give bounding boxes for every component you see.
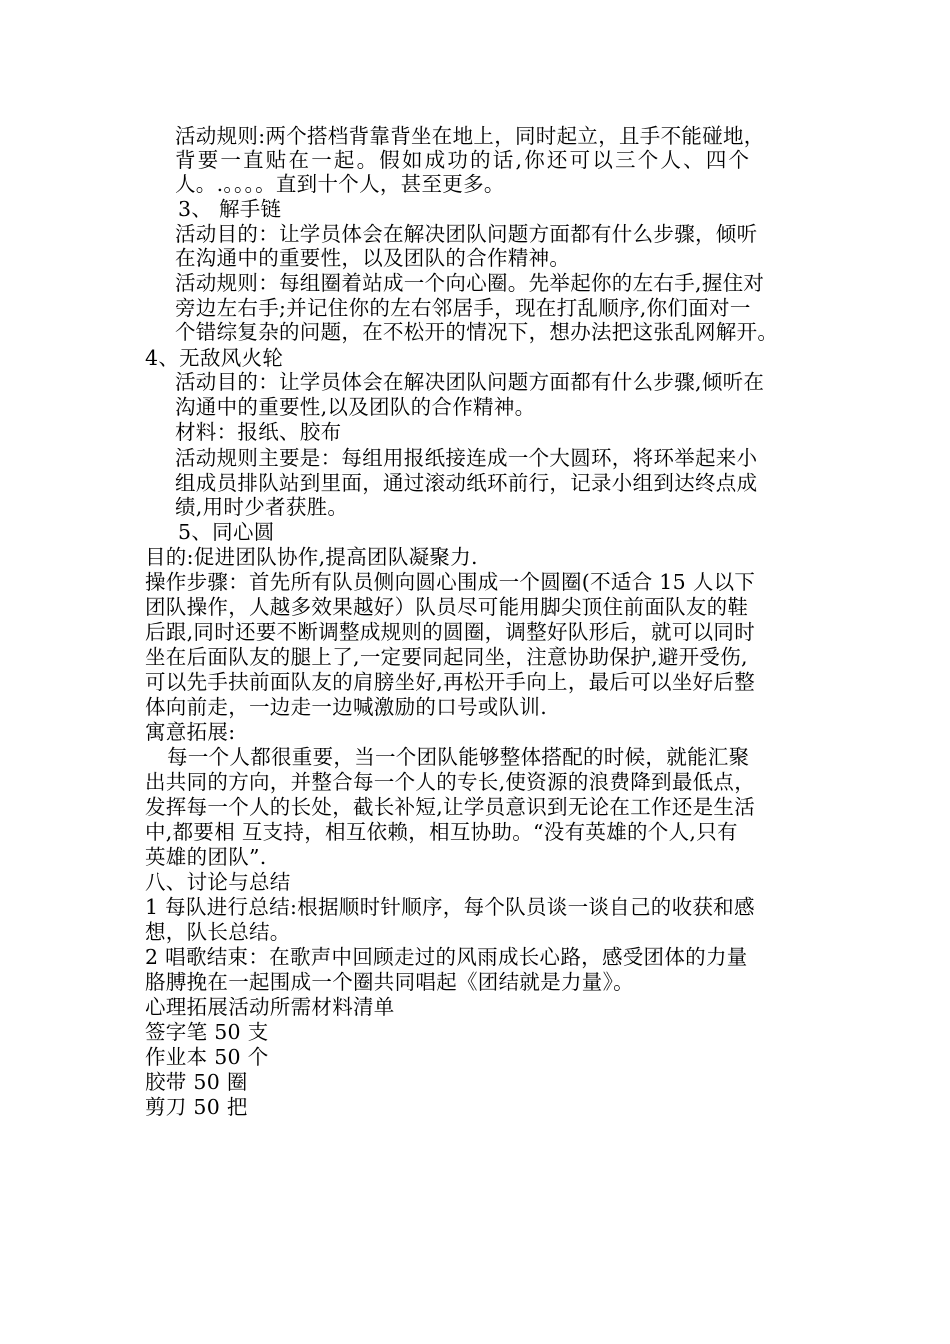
section-heading-8: 八、讨论与总结: [145, 870, 291, 894]
section-heading-3: 3、 解手链: [178, 197, 282, 221]
text-line-8: 旁边左右手;并记住你的左右邻居手，现在打乱顺序,你们面对一: [175, 296, 751, 320]
materials-item: 剪刀 50 把: [145, 1095, 248, 1119]
materials-item: 签字笔 50 支: [145, 1020, 269, 1044]
text-line-27: 出共同的方向，并整合每一个人的专长,使资源的浪费降到最低点，: [145, 770, 756, 794]
text-line-13: 材料：报纸、胶布: [175, 420, 342, 444]
text-line-16: 绩,用时少者获胜。: [175, 495, 349, 519]
text-line-35: 胳膊挽在一起围成一个圈共同唱起《团结就是力量》。: [145, 970, 634, 994]
text-line-34: 2 唱歌结束：在歌声中回顾走过的风雨成长心路，感受团体的力量: [145, 945, 748, 969]
text-line-23: 可以先手扶前面队友的肩膀坐好,再松开手向上，最后可以坐好后整: [145, 670, 756, 694]
text-line-1: 活动规则:两个搭档背靠背坐在地上，同时起立，且手不能碰地，: [175, 124, 765, 148]
text-line-9: 个错综复杂的问题，在不松开的情况下，想办法把这张乱网解开。: [175, 320, 779, 344]
text-line-24: 体向前走，一边走一边喊激励的口号或队训.: [145, 695, 548, 719]
text-line-20: 团队操作，人越多效果越好）队员尽可能用脚尖顶住前面队友的鞋: [145, 595, 749, 619]
text-line-7: 活动规则：每组圈着站成一个向心圈。先举起你的左右手,握住对: [175, 271, 765, 295]
text-line-28: 发挥每一个人的长处，截长补短,让学员意识到无论在工作还是生活: [145, 795, 756, 819]
section-heading-5: 5、同心圆: [178, 520, 275, 544]
text-line-15: 组成员排队站到里面，通过滚动纸环前行，记录小组到达终点成: [175, 471, 758, 495]
text-line-19: 操作步骤：首先所有队员侧向圆心围成一个圆圈(不适合 15 人以下: [145, 570, 756, 594]
materials-list-title: 心理拓展活动所需材料清单: [145, 995, 395, 1019]
text-line-30: 英雄的团队”.: [145, 845, 267, 869]
section-heading-4: 4、无敌风火轮: [145, 346, 284, 370]
text-line-12: 沟通中的重要性,以及团队的合作精神。: [175, 395, 536, 419]
materials-item: 作业本 50 个: [145, 1045, 269, 1069]
text-line-22: 坐在后面队友的腿上了,一定要同起同坐，注意协助保护,避开受伤,: [145, 645, 748, 669]
text-line-6: 在沟通中的重要性，以及团队的合作精神。: [175, 246, 571, 270]
text-line-5: 活动目的：让学员体会在解决团队问题方面都有什么步骤，倾听: [175, 222, 758, 246]
materials-item: 胶带 50 圈: [145, 1070, 248, 1094]
text-line-14: 活动规则主要是：每组用报纸接连成一个大圆环，将环举起来小: [175, 446, 758, 470]
text-line-25: 寓意拓展:: [145, 720, 236, 744]
text-line-32: 1 每队进行总结:根据顺时针顺序，每个队员谈一谈自己的收获和感: [145, 895, 755, 919]
text-line-3: 人。.。。。。直到十个人，甚至更多。: [175, 172, 505, 196]
text-line-33: 想，队长总结。: [145, 920, 291, 944]
text-line-26: 每一个人都很重要，当一个团队能够整体搭配的时候，就能汇聚: [167, 745, 750, 769]
text-line-29: 中,都要相 互支持，相互依赖，相互协助。“没有英雄的个人,只有: [145, 820, 738, 844]
text-line-21: 后跟,同时还要不断调整成规则的圆圈，调整好队形后，就可以同时: [145, 620, 756, 644]
text-line-2: 背要一直贴在一起。假如成功的话,你还可以三个人、四个: [175, 148, 752, 172]
text-line-18: 目的:促进团队协作,提高团队凝聚力.: [145, 545, 478, 569]
text-line-11: 活动目的：让学员体会在解决团队问题方面都有什么步骤,倾听在: [175, 370, 765, 394]
